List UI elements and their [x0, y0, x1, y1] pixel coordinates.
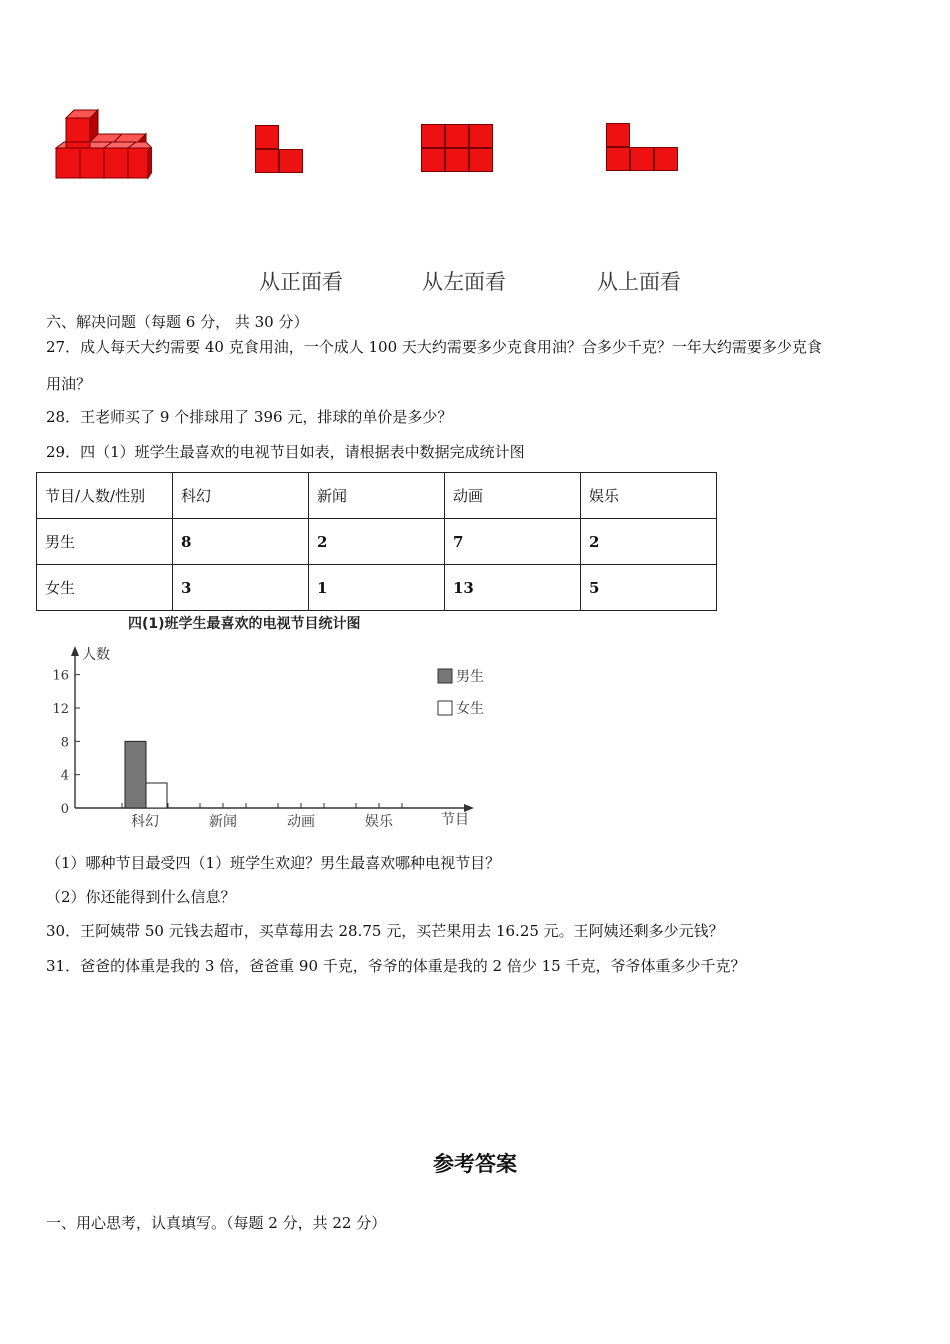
left-view-cube — [469, 148, 493, 172]
table-cell: 男生 — [37, 519, 173, 565]
question-30: 30．王阿姨带 50 元钱去超市，买草莓用去 28.75 元，买芒果用去 16.25 元。王阿姨还剩多少元钱？ — [46, 922, 724, 940]
table-cell: 2 — [309, 519, 445, 565]
question-29-sub-1: （1）哪种节目最受四（1）班学生欢迎？男生最喜欢哪种电视节目？ — [46, 854, 501, 872]
left-view-cube — [445, 148, 469, 172]
table-cell: 13 — [445, 565, 581, 611]
table-cell: 3 — [173, 565, 309, 611]
question-29: 29．四（1）班学生最喜欢的电视节目如表，请根据表中数据完成统计图 — [46, 443, 525, 461]
chart-title: 四(1)班学生最喜欢的电视节目统计图 — [128, 616, 361, 632]
left-view-cube — [421, 124, 445, 148]
top-view-cube — [654, 147, 678, 171]
table-cell: 5 — [581, 565, 717, 611]
front-view-label: 从正面看 — [259, 270, 343, 294]
table-header-cell: 科幻 — [173, 473, 309, 519]
answers-title: 参考答案 — [433, 1152, 517, 1176]
x-tick-label: 新闻 — [209, 814, 237, 830]
y-tick-label: 8 — [60, 735, 69, 751]
chart-y-axis-label: 人数 — [82, 647, 110, 663]
top-view-cube — [606, 147, 630, 171]
x-tick-label: 科幻 — [131, 814, 159, 830]
table-cell: 8 — [173, 519, 309, 565]
question-27-line-1: 27．成人每天大约需要 40 克食用油，一个成人 100 天大约需要多少克食用油？合多少千克？一年大约需要多少克食 — [46, 338, 822, 356]
chart-x-axis-arrow — [464, 804, 474, 812]
left-view-cube — [469, 124, 493, 148]
question-28: 28．王老师买了 9 个排球用了 396 元，排球的单价是多少？ — [46, 408, 453, 426]
table-cell: 2 — [581, 519, 717, 565]
x-tick-label: 娱乐 — [365, 814, 393, 830]
y-tick-label: 4 — [60, 768, 69, 784]
x-tick-label: 动画 — [287, 814, 315, 830]
question-29-sub-2: （2）你还能得到什么信息？ — [46, 888, 236, 906]
legend-label-girls: 女生 — [456, 701, 484, 717]
y-tick-label: 16 — [52, 668, 69, 684]
front-view-cube — [279, 149, 303, 173]
table-header-cell: 节目/人数/性别 — [37, 473, 173, 519]
table-cell: 1 — [309, 565, 445, 611]
table-cell: 7 — [445, 519, 581, 565]
front-view-cube — [255, 125, 279, 149]
table-header-row — [37, 473, 717, 519]
table-header-cell: 新闻 — [309, 473, 445, 519]
table-row — [37, 519, 717, 565]
top-view-cube — [606, 123, 630, 147]
left-view-label: 从左面看 — [422, 270, 506, 294]
top-view-label: 从上面看 — [597, 270, 681, 294]
bar-chart — [40, 612, 510, 834]
chart-x-axis-label: 节目 — [441, 812, 469, 828]
question-31: 31．爸爸的体重是我的 3 倍，爸爸重 90 千克，爷爷的体重是我的 2 倍少 15 千克，爷爷体重多少千克？ — [46, 957, 746, 975]
y-tick-label: 0 — [60, 802, 69, 817]
left-view-cube — [421, 148, 445, 172]
legend-swatch-girls — [438, 701, 452, 715]
chart-y-axis-arrow — [71, 646, 79, 656]
front-view-cube — [255, 149, 279, 173]
section-6-heading: 六、解决问题（每题 6 分， 共 30 分） — [46, 313, 309, 331]
y-tick-label: 12 — [52, 702, 69, 717]
answers-section-1-heading: 一、用心思考，认真填写。（每题 2 分，共 22 分） — [46, 1214, 387, 1232]
table-header-cell: 动画 — [445, 473, 581, 519]
tv-program-table — [36, 472, 717, 611]
bar-girls — [146, 783, 167, 808]
question-27-line-2: 用油？ — [46, 375, 92, 393]
table-cell: 女生 — [37, 565, 173, 611]
top-view-cube — [630, 147, 654, 171]
legend-label-boys: 男生 — [456, 669, 484, 685]
left-view-cube — [445, 124, 469, 148]
bar-boys — [125, 741, 146, 808]
cube-solid-drawing — [52, 108, 152, 184]
table-row — [37, 565, 717, 611]
table-header-cell: 娱乐 — [581, 473, 717, 519]
legend-swatch-boys — [438, 669, 452, 683]
